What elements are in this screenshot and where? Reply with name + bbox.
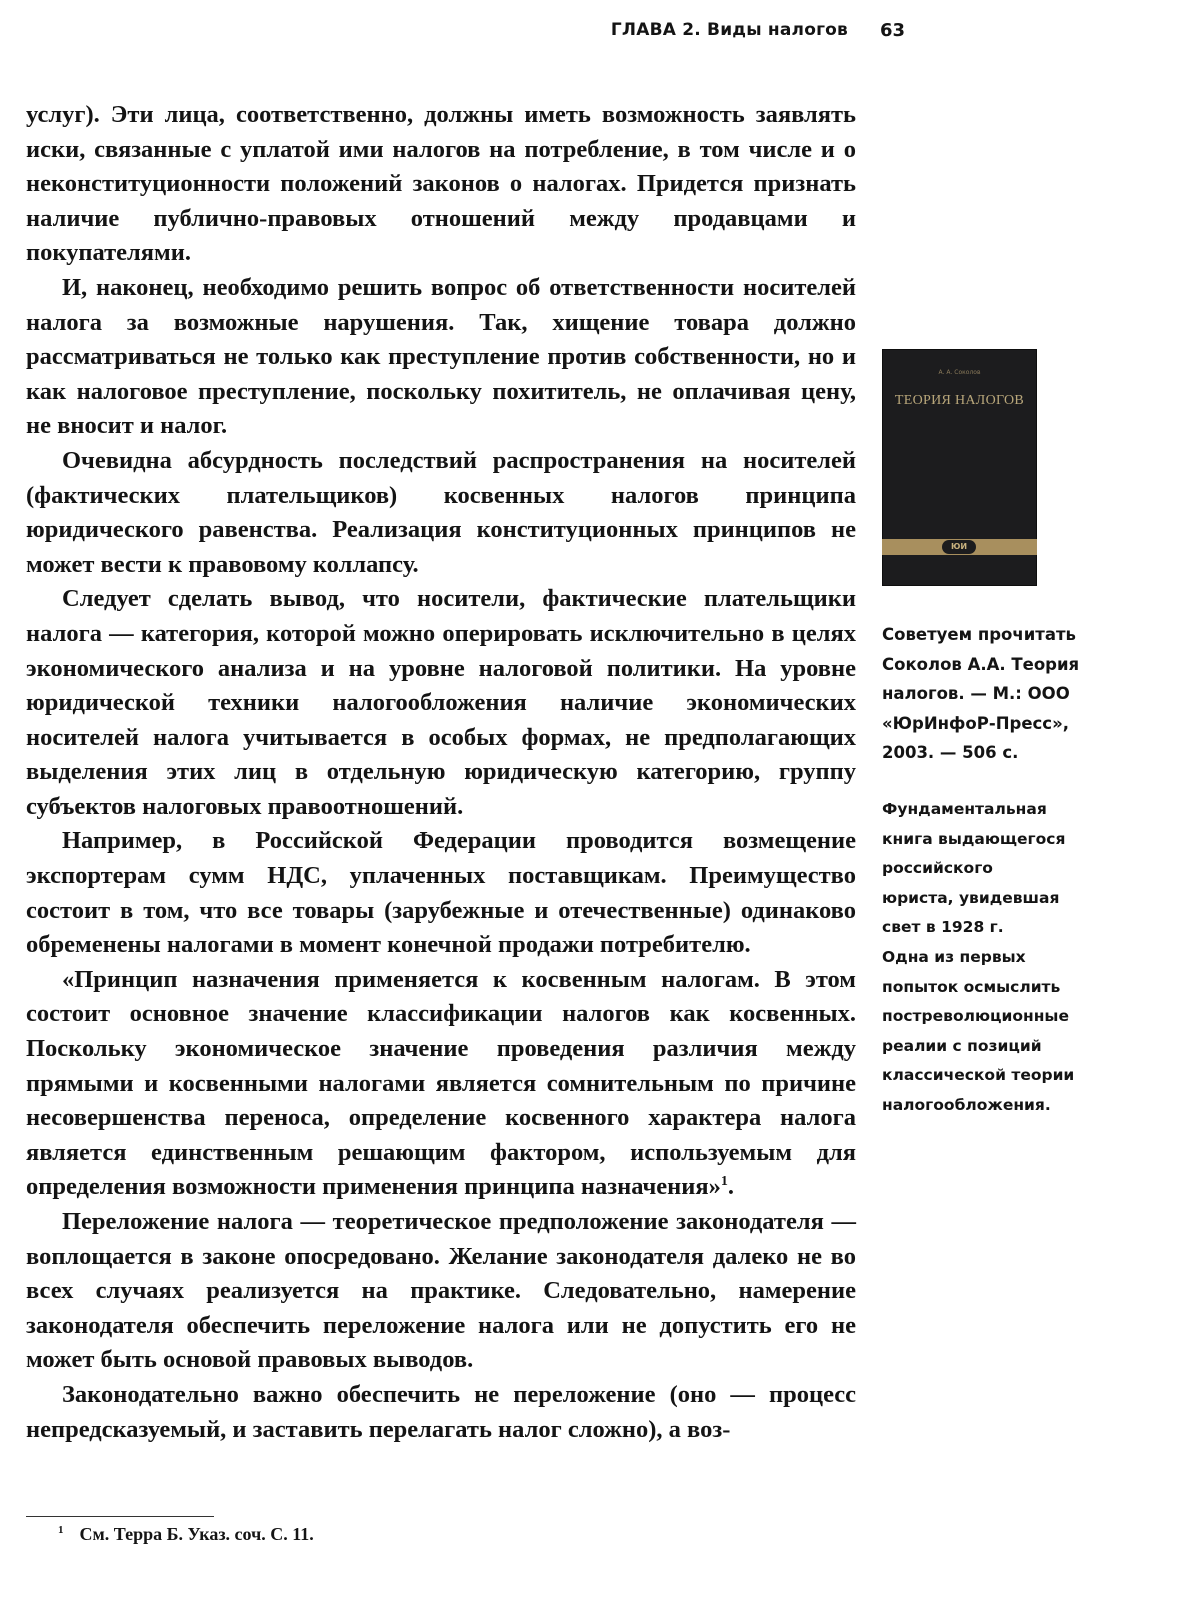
page-number: 63 bbox=[880, 20, 906, 41]
paragraph-2: И, наконец, необходимо решить вопрос об ответственности носителей налога за возможные нарушения. Так, хищение товара должно рассматриваться не только как преступление против собственности, но и как налоговое преступление, поскольку похититель, не оплачивая цену, не вносит и налог. bbox=[26, 273, 856, 440]
paragraph-5: Например, в Российской Федерации проводится возмещение экспортерам сумм НДС, уплаченных поставщикам. Преимущество состоит в том, что все товары (зарубежные и отечественные) одинаково обременены налогами в момент конечной продажи потребителю. bbox=[26, 827, 856, 959]
description-line: реалии с позиций bbox=[882, 1036, 1042, 1055]
description-line: Одна из первых bbox=[882, 947, 1026, 966]
paragraph-8: Законодательно важно обеспечить не переложение (оно — процесс непредсказуемый, и заставить перелагать налог сложно), а воз- bbox=[26, 1380, 856, 1443]
paragraph-1: услуг). Эти лица, соответственно, должны иметь возможность заявлять иски, связанные с уплатой ими налогов на потребление, в том числе и о неконституционности положений законов о налогах. Придется признать наличие публично-правовых отношений между продавцами и покупателями. bbox=[26, 101, 856, 267]
quote-end-punct: . bbox=[727, 1173, 735, 1201]
footnote-text: См. Терра Б. Указ. соч. С. 11. bbox=[79, 1524, 314, 1544]
footnote bbox=[58, 1524, 314, 1545]
sidebar-recommendation bbox=[882, 620, 1112, 768]
book-cover-title: ТЕОРИЯ НАЛОГОВ bbox=[894, 393, 1025, 408]
main-text bbox=[26, 98, 856, 1447]
recommend-line: Советуем прочитать bbox=[882, 625, 1076, 644]
recommend-line: «ЮрИнфоР-Пресс», bbox=[882, 713, 1069, 733]
quote-text: «Принцип назначения применяется к косвенным налогам. В этом состоит основное значение классификации налогов как косвенных. Поскольку экономическое значение проведения различия между прямыми и косвенными налогами является сомнительным по причине несовершенства переноса, определение косвенного характера налога является единственным решающим фактором, используемым для определения возможности применения принципа назначения» bbox=[26, 965, 856, 1201]
paragraph-7: Переложение налога — теоретическое предположение законодателя — воплощается в законе опосредовано. Желание законодателя далеко не во всех случаях реализуется на практике. Следовательно, намерение законодателя обеспечить переложение налога или не допустить его не может быть основой правовых выводов. bbox=[26, 1208, 856, 1374]
footnote-marker: 1 bbox=[58, 1524, 64, 1536]
running-header bbox=[0, 20, 1203, 50]
book-cover-band bbox=[882, 539, 1037, 555]
recommend-line: налогов. — М.: ООО bbox=[882, 684, 1070, 703]
recommend-line: 2003. — 506 с. bbox=[882, 743, 1019, 762]
description-line: книга выдающегося bbox=[882, 829, 1066, 848]
paragraph-3: Очевидна абсурдность последствий распространения на носителей (фактических плательщиков) косвенных налогов принципа юридического равенства. Реализация конституционных принципов не может вести к правовому коллапсу. bbox=[26, 446, 856, 578]
paragraph-4: Следует сделать вывод, что носители, фактические плательщики налога — категория, которой можно оперировать исключительно в целях экономического анализа и на уровне налоговой политики. На уровне юридической техники налогообложения наличие экономических носителей налога учитывается в особых формах, не предполагающих выделения этих лиц в отдельную юридическую категорию, группу субъектов налоговых правоотношений. bbox=[26, 585, 856, 820]
chapter-title: ГЛАВА 2. Виды налогов bbox=[610, 20, 848, 40]
recommend-line: Соколов А.А. Теория bbox=[882, 654, 1080, 674]
sidebar-description bbox=[882, 795, 1112, 1121]
description-line: налогообложения. bbox=[882, 1095, 1051, 1114]
footnote-reference[interactable]: 1 bbox=[720, 1174, 728, 1190]
book-cover-author: А. А. Соколов bbox=[938, 369, 981, 376]
description-line: Фундаментальная bbox=[882, 800, 1047, 818]
book-cover-image bbox=[882, 349, 1037, 586]
description-line: классической теории bbox=[882, 1066, 1075, 1085]
description-line: юриста, увидевшая bbox=[882, 888, 1060, 907]
footnote-divider bbox=[26, 1516, 214, 1517]
description-line: попыток осмыслить bbox=[882, 977, 1061, 996]
description-line: российского bbox=[882, 859, 993, 878]
publisher-logo-icon: ЮИ bbox=[942, 540, 976, 554]
description-line: постреволюционные bbox=[882, 1007, 1069, 1026]
description-line: свет в 1928 г. bbox=[882, 918, 1004, 937]
paragraph-6-quote bbox=[26, 963, 856, 1205]
